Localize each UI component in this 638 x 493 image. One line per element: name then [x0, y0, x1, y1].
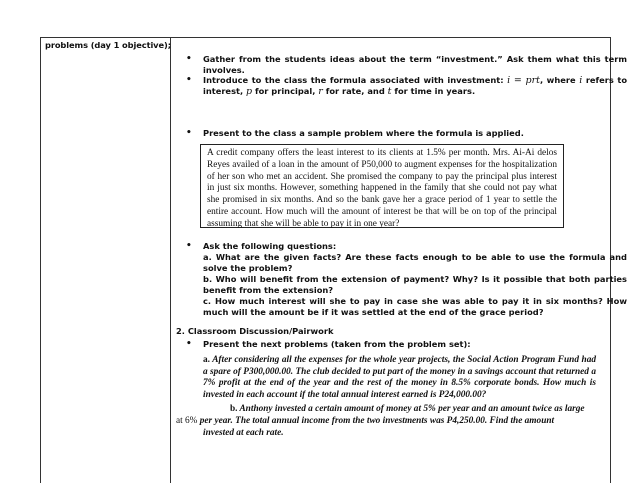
- bullet-formula: [172, 75, 627, 97]
- question-c: c. How much interest will she to pay in case she was able to pay it in six months? How much will the amount be if it was settled at the end of the grace period?: [203, 296, 627, 317]
- bullet-next-problems: [172, 339, 627, 350]
- bullet-sample-problem: [172, 128, 627, 139]
- section-title: 2. Classroom Discussion/Pairwork: [176, 326, 334, 336]
- table-column-divider: [170, 37, 171, 483]
- problem-a-text: After considering all the expenses for the whole year projects, the Social Action Program Fund had a spare of P300,000.00. The club decided to put part of the money in a savings account that returned a 7% profit at the end of the year and the rest of the money in 8.5% corporate bonds. How much is invested in each account if the total annual interest earned is P24,000.00?: [203, 355, 597, 400]
- table-left-border: [40, 37, 41, 483]
- formula-var-p: p: [246, 86, 253, 97]
- problem-b-line2: [176, 416, 600, 428]
- problem-b-line3-text: invested at each rate.: [203, 428, 284, 438]
- table-top-border: [40, 37, 611, 38]
- problem-b-line2-lead: at 6%: [176, 416, 198, 426]
- formula-var-t: t: [387, 86, 392, 97]
- bullet-dot: •: [186, 241, 192, 251]
- bullet-text: Present the next problems (taken from the problem set):: [203, 339, 471, 349]
- questions-lead: Ask the following questions:: [203, 241, 337, 251]
- formula-lead: Introduce to the class the formula associated with investment:: [203, 75, 504, 85]
- formula-var-i: i: [579, 75, 583, 86]
- problem-a-label: a.: [203, 355, 210, 365]
- formula-r-desc: for rate, and: [325, 86, 385, 96]
- bullet-dot: •: [186, 128, 192, 138]
- problem-b-line2-text: per year. The total annual income from the two investments was P4,250.00. Find the amount: [199, 416, 555, 426]
- problem-b-label: b.: [230, 404, 238, 414]
- bullet-text: Gather from the students ideas about the term “investment.” Ask them what this term involves.: [203, 54, 627, 75]
- bullet-dot: •: [186, 339, 192, 349]
- formula-t-desc: for time in years.: [394, 86, 476, 96]
- problem-b-line3: [203, 428, 596, 440]
- bullet-text: Present to the class a sample problem where the formula is applied.: [203, 128, 524, 138]
- question-a: a. What are the given facts? Are these facts enough to be able to use the formula and solve the problem?: [203, 252, 627, 273]
- formula-var-r: r: [318, 86, 323, 97]
- problem-a: [203, 355, 596, 401]
- formula-refers: refers to interest,: [203, 75, 628, 96]
- row-label: problems (day 1 objective);: [45, 40, 171, 50]
- bullet-dot: •: [186, 54, 192, 64]
- question-b: b. Who will benefit from the extension of payment? Why? Is it possible that both parties benefit from the extension?: [203, 274, 627, 295]
- formula-mid: , where: [539, 75, 576, 85]
- problem-b-line1: [230, 404, 598, 416]
- problem-b-line1-text: Anthony invested a certain amount of money at 5% per year and an amount twice as large: [239, 404, 585, 414]
- bullet-dot: •: [186, 75, 192, 85]
- bullet-questions: [172, 241, 627, 318]
- sample-problem-box: A credit company offers the least interest to its clients at 1.5% per month. Mrs. Ai-Ai delos Reyes availed of a loan in the amount of P50,000 to augment expenses for the hospitalization of her son who met an accident. She promised the company to pay the principal plus interest in just six months. However, something happened in the family that she could not pay what she promised in six months. And so the bank gave her a grace period of 1 year to settle the entire account. How much will the amount of interest be that will be on top of the principal assuming that she will be able to pay it in one year?: [200, 144, 564, 228]
- formula-p-desc: for principal,: [255, 86, 316, 96]
- bullet-gather-ideas: [172, 54, 627, 76]
- formula-expression: i = prt: [507, 75, 540, 86]
